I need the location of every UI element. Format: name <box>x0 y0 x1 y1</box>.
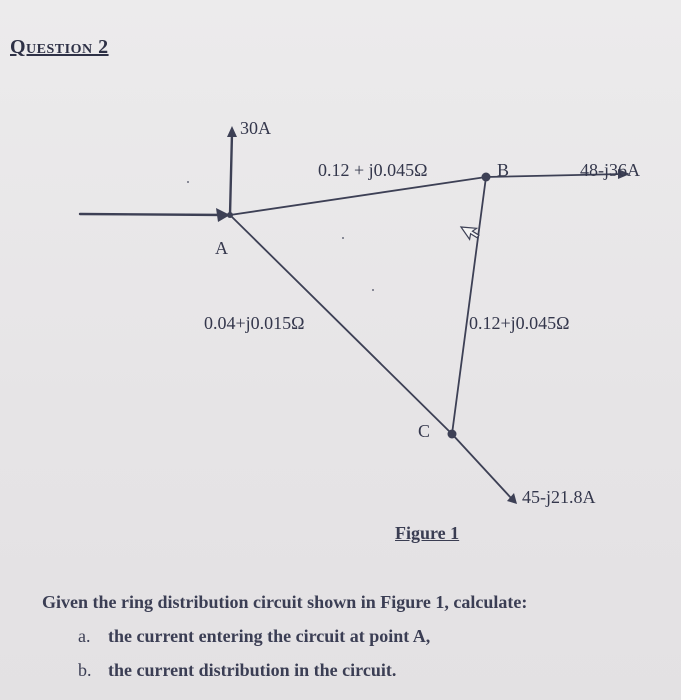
item-marker: a. <box>78 626 91 646</box>
current-label-b: 48-j36A <box>580 160 640 180</box>
node-c-dot <box>448 430 457 439</box>
item-marker: b. <box>78 660 92 680</box>
current-label-c: 45-j21.8A <box>522 487 596 507</box>
line-ab <box>230 177 486 215</box>
node-label-c: C <box>418 421 431 441</box>
node-label-b: B <box>497 160 510 180</box>
feeder-line <box>80 214 227 215</box>
current-label-a: 30A <box>240 118 271 138</box>
impedance-label-bc: 0.12+j0.045Ω <box>469 313 570 333</box>
current-30a-line <box>230 133 232 215</box>
question-title: Question 2 <box>10 36 109 58</box>
question-item-a <box>78 626 430 647</box>
item-text: the current entering the circuit at point A, <box>108 626 431 646</box>
node-label-a: A <box>215 238 228 258</box>
figure-caption: Figure 1 <box>395 523 460 543</box>
speck <box>372 289 374 291</box>
load-c-line <box>452 434 512 499</box>
speck <box>187 181 189 183</box>
impedance-label-ab: 0.12 + j0.045Ω <box>318 160 428 180</box>
question-prompt: Given the ring distribution circuit shown in Figure 1, calculate: <box>42 592 528 612</box>
line-bc <box>452 177 486 434</box>
question-item-b <box>78 660 396 681</box>
arrowhead-30a <box>227 126 237 137</box>
item-text: the current distribution in the circuit. <box>108 660 397 680</box>
impedance-label-ac: 0.04+j0.015Ω <box>204 313 305 333</box>
node-b-dot <box>482 173 491 182</box>
node-a-dot <box>227 212 233 218</box>
speck <box>342 237 344 239</box>
